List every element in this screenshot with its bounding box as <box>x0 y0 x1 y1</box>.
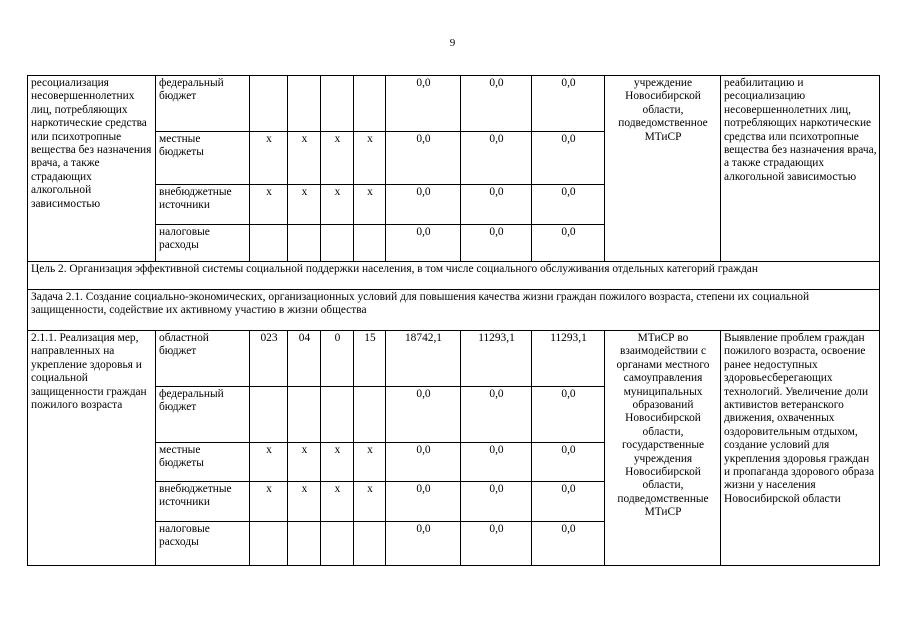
grbs-cell: х <box>250 443 288 482</box>
pr-cell <box>321 225 354 262</box>
grbs-cell: х <box>250 482 288 522</box>
value-cell: 18742,1 <box>386 331 461 387</box>
value-cell: 0,0 <box>532 76 605 132</box>
rz-cell <box>288 225 321 262</box>
value-cell: 0,0 <box>386 482 461 522</box>
value-cell: 0,0 <box>386 387 461 443</box>
grbs-cell <box>250 225 288 262</box>
value-cell: 0,0 <box>386 76 461 132</box>
grbs-cell <box>250 76 288 132</box>
value-cell: 0,0 <box>461 482 532 522</box>
pr-cell <box>321 522 354 566</box>
grbs-cell: х <box>250 185 288 225</box>
value-cell: 0,0 <box>386 225 461 262</box>
source-cell: налоговые расходы <box>156 225 250 262</box>
result-cell: реабилитацию и ресоциализацию несовершеннолетних лиц, потребляющих наркотические средства или психотропные вещества без назначения врача, а также страдающих алкогольной зависимостью <box>721 76 880 262</box>
rz-cell: х <box>288 132 321 185</box>
value-cell: 0,0 <box>386 522 461 566</box>
cs-cell <box>354 387 386 443</box>
cs-cell: х <box>354 443 386 482</box>
rz-cell <box>288 76 321 132</box>
source-cell: областной бюджет <box>156 331 250 387</box>
source-cell: внебюджетные источники <box>156 482 250 522</box>
rz-cell: х <box>288 443 321 482</box>
cs-cell <box>354 522 386 566</box>
rz-cell <box>288 387 321 443</box>
table-row <box>28 290 880 331</box>
rz-cell <box>288 522 321 566</box>
cs-cell: х <box>354 482 386 522</box>
value-cell: 0,0 <box>532 443 605 482</box>
page-number: 9 <box>449 37 456 49</box>
pr-cell: х <box>321 185 354 225</box>
cs-cell: х <box>354 132 386 185</box>
cs-cell: х <box>354 185 386 225</box>
result-cell: Выявление проблем граждан пожилого возраста, освоение ранее недоступных здоровьесберегающих технологий. Увеличение доли активистов ветеранского движения, охваченных оздоровительным отдыхом, создание условий для укрепления здоровья граждан и пропаганда здорового образа жизни у населения Новосибирской области <box>721 331 880 566</box>
source-cell: местные бюджеты <box>156 132 250 185</box>
table-row <box>28 76 880 132</box>
pr-cell <box>321 387 354 443</box>
source-cell: федеральный бюджет <box>156 76 250 132</box>
value-cell: 0,0 <box>461 522 532 566</box>
value-cell: 0,0 <box>532 225 605 262</box>
value-cell: 0,0 <box>461 76 532 132</box>
value-cell: 0,0 <box>461 225 532 262</box>
pr-cell: х <box>321 443 354 482</box>
value-cell: 0,0 <box>532 132 605 185</box>
executor-cell: МТиСР во взаимодействии с органами местного самоуправления муниципальных образований Новосибирской области, государственные учреждения Новосибирской области, подведомственные МТиСР <box>605 331 721 566</box>
source-cell: федеральный бюджет <box>156 387 250 443</box>
grbs-cell: 023 <box>250 331 288 387</box>
grbs-cell: х <box>250 132 288 185</box>
goal-heading: Цель 2. Организация эффективной системы социальной поддержки населения, в том числе социального обслуживания отдельных категорий граждан <box>28 262 880 290</box>
value-cell: 0,0 <box>532 387 605 443</box>
rz-cell: х <box>288 185 321 225</box>
value-cell: 0,0 <box>532 185 605 225</box>
value-cell: 0,0 <box>386 443 461 482</box>
value-cell: 0,0 <box>461 443 532 482</box>
source-cell: местные бюджеты <box>156 443 250 482</box>
pr-cell: 0 <box>321 331 354 387</box>
grbs-cell <box>250 387 288 443</box>
rz-cell: х <box>288 482 321 522</box>
value-cell: 0,0 <box>461 132 532 185</box>
value-cell: 0,0 <box>386 132 461 185</box>
task-heading: Задача 2.1. Создание социально-экономических, организационных условий для повышения качества жизни граждан пожилого возраста, степени их социальной защищенности, содействие их активному участию в жизни общества <box>28 290 880 331</box>
program-measures-table <box>27 75 880 566</box>
cs-cell: 15 <box>354 331 386 387</box>
value-cell: 0,0 <box>386 185 461 225</box>
pr-cell: х <box>321 482 354 522</box>
value-cell: 11293,1 <box>532 331 605 387</box>
cs-cell <box>354 76 386 132</box>
executor-cell: учреждение Новосибирской области, подведомственное МТиСР <box>605 76 721 262</box>
value-cell: 11293,1 <box>461 331 532 387</box>
value-cell: 0,0 <box>532 522 605 566</box>
pr-cell: х <box>321 132 354 185</box>
pr-cell <box>321 76 354 132</box>
measure-cell: 2.1.1. Реализация мер, направленных на укрепление здоровья и социальной защищенности граждан пожилого возраста <box>28 331 156 566</box>
measure-cell: ресоциализация несовершеннолетних лиц, потребляющих наркотические средства или психотропные вещества без назначения врача, а также страдающих алкогольной зависимостью <box>28 76 156 262</box>
cs-cell <box>354 225 386 262</box>
source-cell: налоговые расходы <box>156 522 250 566</box>
rz-cell: 04 <box>288 331 321 387</box>
value-cell: 0,0 <box>532 482 605 522</box>
source-cell: внебюджетные источники <box>156 185 250 225</box>
value-cell: 0,0 <box>461 387 532 443</box>
grbs-cell <box>250 522 288 566</box>
table-row <box>28 262 880 290</box>
value-cell: 0,0 <box>461 185 532 225</box>
table-row <box>28 331 880 387</box>
